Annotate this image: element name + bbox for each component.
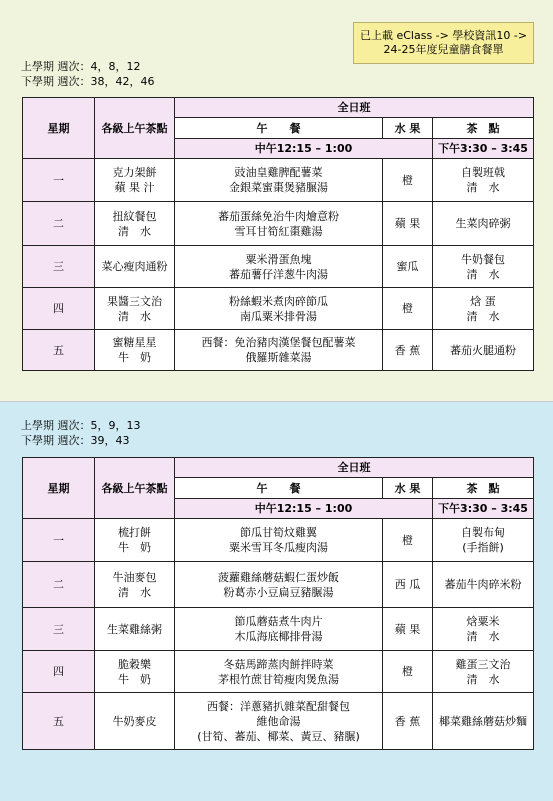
term2-weeks: 下學期 週次：38，42，46 bbox=[21, 75, 155, 88]
lunch-cell: 西餐：免治豬肉漢堡餐包配薯菜 俄羅斯雜菜湯 bbox=[175, 330, 383, 371]
lunch-cell: 菠蘿雞絲蘑菇蝦仁蛋炒飯 粉葛赤小豆扁豆豬𦟌湯 bbox=[175, 562, 383, 608]
header-full-day: 全日班 bbox=[175, 458, 534, 478]
menu-table-2 bbox=[22, 457, 534, 750]
day-cell: 三 bbox=[23, 246, 95, 288]
term1-weeks: 上學期 週次：4，8，12 bbox=[21, 60, 141, 73]
eclass-notice bbox=[353, 22, 534, 64]
header-day: 星期 bbox=[23, 98, 95, 159]
lunch-cell: 粉絲蝦米煮肉碎節瓜 南瓜粟米排骨湯 bbox=[175, 288, 383, 330]
day-cell: 五 bbox=[23, 693, 95, 750]
menu-section-2 bbox=[0, 401, 553, 801]
day-cell: 二 bbox=[23, 202, 95, 246]
menu-row bbox=[23, 608, 534, 651]
header-am-snack: 各級上午茶點 bbox=[95, 458, 175, 519]
notice-line-2: 24-25年度兒童膳食餐單 bbox=[383, 43, 504, 56]
pm-snack-cell: 自製班戟 清 水 bbox=[433, 159, 534, 202]
fruit-cell: 蘋 果 bbox=[383, 202, 433, 246]
lunch-cell: 節瓜甘筍炆雞翼 粟米雪耳冬瓜瘦肉湯 bbox=[175, 519, 383, 562]
lunch-cell: 節瓜蘑菇煮牛肉片 木瓜海底椰排骨湯 bbox=[175, 608, 383, 651]
day-cell: 二 bbox=[23, 562, 95, 608]
pm-snack-cell: 焓 蛋 清 水 bbox=[433, 288, 534, 330]
am-snack-cell: 牛奶麥皮 bbox=[95, 693, 175, 750]
lunch-cell: 冬菇馬蹄蒸肉餅拌時菜 茅根竹蔗甘筍瘦肉煲魚湯 bbox=[175, 651, 383, 693]
fruit-cell: 蘋 果 bbox=[383, 608, 433, 651]
fruit-cell: 蜜瓜 bbox=[383, 246, 433, 288]
am-snack-cell: 克力架餅 蘋 果 汁 bbox=[95, 159, 175, 202]
menu-row bbox=[23, 330, 534, 371]
menu-row bbox=[23, 202, 534, 246]
header-full-day: 全日班 bbox=[175, 98, 534, 118]
menu-row bbox=[23, 651, 534, 693]
fruit-cell: 橙 bbox=[383, 288, 433, 330]
menu-row bbox=[23, 288, 534, 330]
am-snack-cell: 脆穀樂 牛 奶 bbox=[95, 651, 175, 693]
day-cell: 一 bbox=[23, 519, 95, 562]
header-lunch: 午 餐 bbox=[175, 118, 383, 139]
header-pm-snack: 茶 點 bbox=[433, 478, 534, 499]
header-lunch: 午 餐 bbox=[175, 478, 383, 499]
pm-snack-cell: 自製布甸 (手指餅) bbox=[433, 519, 534, 562]
header-day: 星期 bbox=[23, 458, 95, 519]
menu-table-1 bbox=[22, 97, 534, 371]
header-lunch-time: 中午12:15 – 1:00 bbox=[175, 139, 433, 159]
am-snack-cell: 牛油麥包 清 水 bbox=[95, 562, 175, 608]
lunch-cell: 西餐：洋蔥豬扒雜菜配甜餐包 維他命湯 (甘筍、蕃茄、椰菜、黃豆、豬𦟌) bbox=[175, 693, 383, 750]
am-snack-cell: 菜心瘦肉通粉 bbox=[95, 246, 175, 288]
am-snack-cell: 梳打餅 牛 奶 bbox=[95, 519, 175, 562]
day-cell: 一 bbox=[23, 159, 95, 202]
fruit-cell: 香 蕉 bbox=[383, 693, 433, 750]
fruit-cell: 橙 bbox=[383, 519, 433, 562]
fruit-cell: 橙 bbox=[383, 651, 433, 693]
menu-row bbox=[23, 159, 534, 202]
header-fruit: 水 果 bbox=[383, 478, 433, 499]
weeks-info-1 bbox=[21, 59, 155, 89]
lunch-cell: 粟米滑蛋魚塊 蕃茄薯仔洋葱牛肉湯 bbox=[175, 246, 383, 288]
term2-weeks: 下學期 週次：39，43 bbox=[21, 434, 130, 447]
header-pm-snack: 茶 點 bbox=[433, 118, 534, 139]
term1-weeks: 上學期 週次：5，9，13 bbox=[21, 419, 141, 432]
fruit-cell: 西 瓜 bbox=[383, 562, 433, 608]
header-lunch-time: 中午12:15 – 1:00 bbox=[175, 499, 433, 519]
pm-snack-cell: 蕃茄火腿通粉 bbox=[433, 330, 534, 371]
pm-snack-cell: 蕃茄牛肉碎米粉 bbox=[433, 562, 534, 608]
pm-snack-cell: 生菜肉碎粥 bbox=[433, 202, 534, 246]
menu-row bbox=[23, 246, 534, 288]
pm-snack-cell: 牛奶餐包 清 水 bbox=[433, 246, 534, 288]
am-snack-cell: 生菜雞絲粥 bbox=[95, 608, 175, 651]
day-cell: 五 bbox=[23, 330, 95, 371]
notice-line-1: 已上載 eClass -> 學校資訊10 -> bbox=[359, 29, 528, 42]
day-cell: 四 bbox=[23, 651, 95, 693]
pm-snack-cell: 雞蛋三文治 清 水 bbox=[433, 651, 534, 693]
lunch-cell: 蕃茄蛋絲免治牛肉燴意粉 雪耳甘筍紅棗雞湯 bbox=[175, 202, 383, 246]
header-pm-time: 下午3:30 – 3:45 bbox=[433, 139, 534, 159]
am-snack-cell: 果醬三文治 清 水 bbox=[95, 288, 175, 330]
pm-snack-cell: 椰菜雞絲蘑菇炒麵 bbox=[433, 693, 534, 750]
menu-row bbox=[23, 562, 534, 608]
am-snack-cell: 蜜糖星星 牛 奶 bbox=[95, 330, 175, 371]
fruit-cell: 香 蕉 bbox=[383, 330, 433, 371]
header-am-snack: 各級上午茶點 bbox=[95, 98, 175, 159]
menu-row bbox=[23, 519, 534, 562]
fruit-cell: 橙 bbox=[383, 159, 433, 202]
lunch-cell: 豉油皇雞脾配薯菜 金銀菜蜜棗煲豬𦟌湯 bbox=[175, 159, 383, 202]
menu-row bbox=[23, 693, 534, 750]
pm-snack-cell: 焓粟米 清 水 bbox=[433, 608, 534, 651]
day-cell: 三 bbox=[23, 608, 95, 651]
header-pm-time: 下午3:30 – 3:45 bbox=[433, 499, 534, 519]
am-snack-cell: 扭紋餐包 清 水 bbox=[95, 202, 175, 246]
header-fruit: 水 果 bbox=[383, 118, 433, 139]
day-cell: 四 bbox=[23, 288, 95, 330]
weeks-info-2 bbox=[21, 418, 141, 448]
